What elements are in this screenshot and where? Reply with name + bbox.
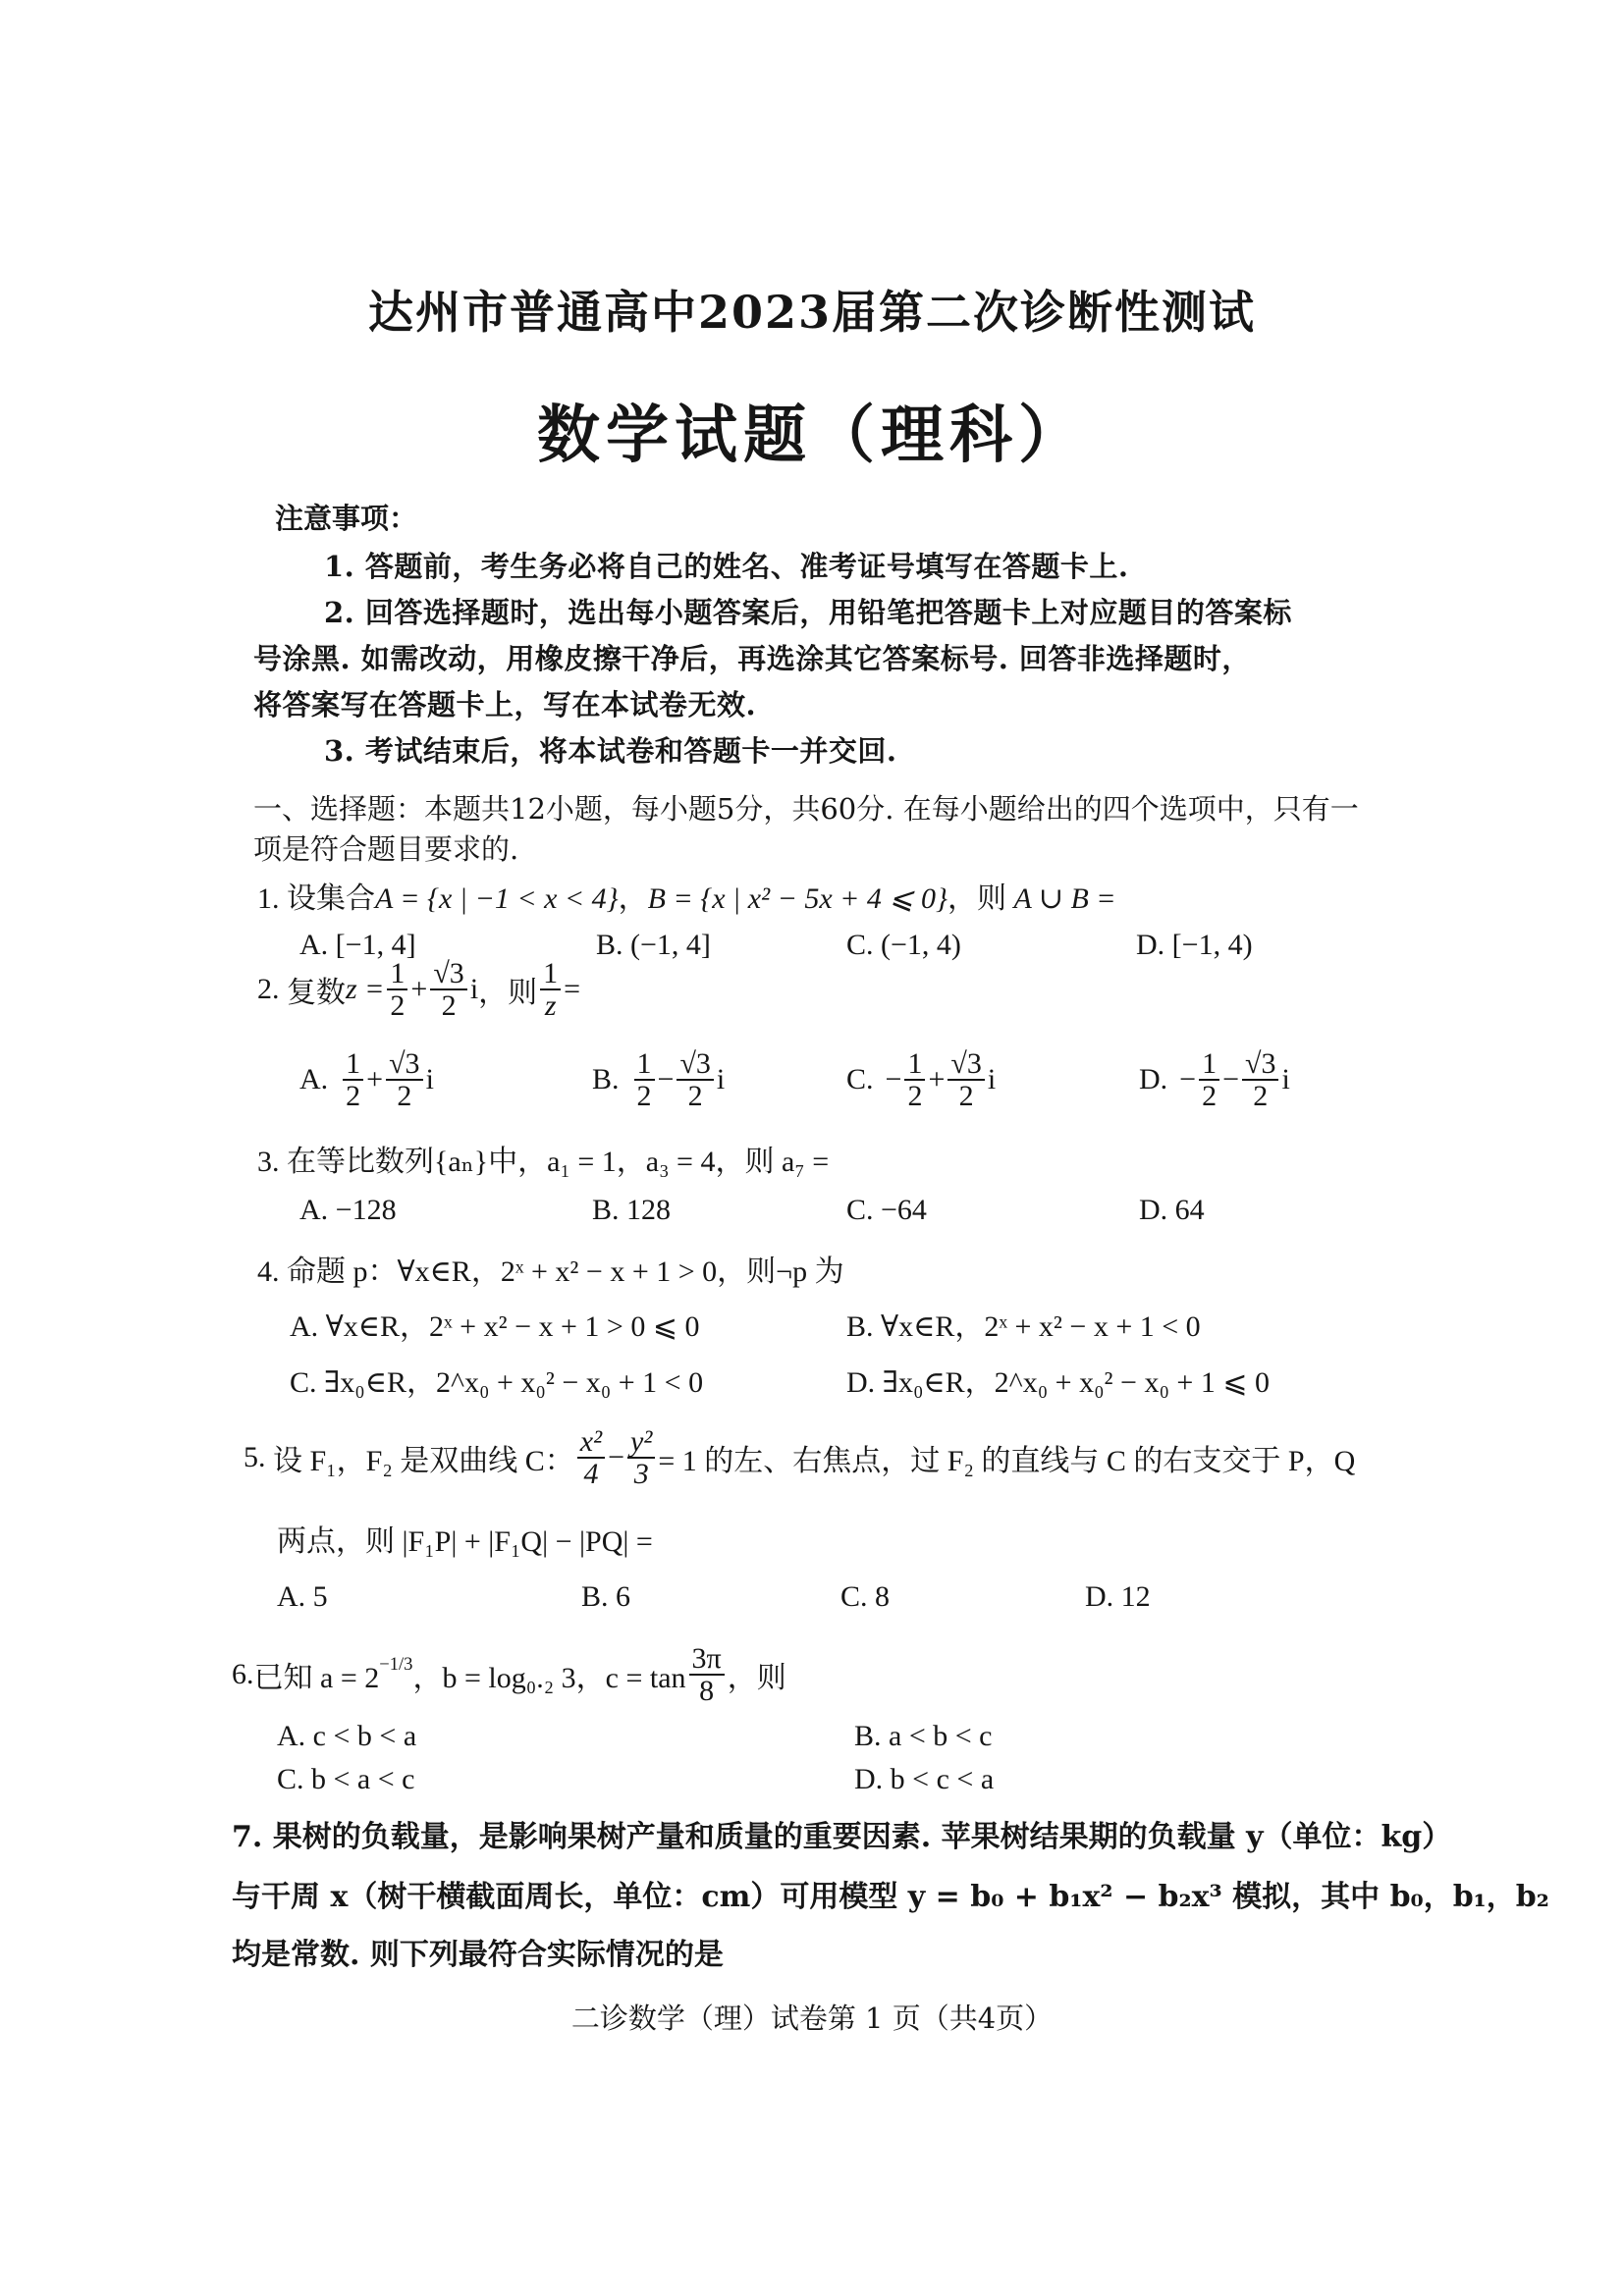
q3-stem: 在等比数列{aₙ}中，a₁ = 1，a₃ = 4，则 a₇ = xyxy=(287,1146,830,1178)
q3-number: 3. xyxy=(257,1146,280,1178)
exam-subtitle: 数学试题（理科） xyxy=(537,399,1087,472)
q2-z: z = xyxy=(346,973,385,1005)
q1-number: 1. xyxy=(257,882,280,915)
q4-number: 4. xyxy=(257,1255,280,1288)
q1-option-b: B. (−1, 4] xyxy=(596,929,711,961)
q6-option-a: A. c < b < a xyxy=(277,1720,417,1752)
q1-set-a: A = {x | −1 < x < 4} xyxy=(375,882,619,915)
q4-stem: 命题 p：∀x∈R，2ˣ + x² − x + 1 > 0，则¬p 为 xyxy=(287,1255,844,1288)
q3-option-b: B. 128 xyxy=(592,1194,672,1226)
page-footer: 二诊数学（理）试卷第 1 页（共4页） xyxy=(570,2002,1054,2035)
q5-stem-a: 设 F₁，F₂ 是双曲线 C： xyxy=(273,1445,574,1477)
q2-option-c: C. − $\frac{1}{2}$ + $\frac{√3}{2}$ i xyxy=(846,1046,997,1112)
question-7-line-1: 7. 果树的负载量，是影响果树产量和质量的重要因素. 苹果树结果期的负载量 y（单位：kg） xyxy=(232,1820,1452,1854)
note-3: 3. 考试结束后，将本试卷和答题卡一并交回. xyxy=(324,734,897,768)
q2-number: 2. xyxy=(257,973,280,1005)
q1-stem-b: ，则 xyxy=(947,882,1007,915)
q6-number: 6. xyxy=(232,1658,254,1690)
q6-stem-b: ，b = log₀.₂ 3，c = tan xyxy=(412,1662,686,1694)
q2-option-a: A. $\frac{1}{2}$ + $\frac{√3}{2}$ i xyxy=(299,1046,434,1112)
q6-stem-a: 已知 a = 2 xyxy=(253,1662,380,1694)
notes-heading: 注意事项： xyxy=(275,502,418,535)
q2-frac-sqrt3-half: $\frac{√3}{2}$ xyxy=(430,958,466,1022)
q5-number: 5. xyxy=(244,1441,266,1473)
q2-frac-reciprocal-z: $\frac{1}{z}$ xyxy=(540,958,561,1022)
q2-option-b: B. $\frac{1}{2}$ − $\frac{√3}{2}$ i xyxy=(592,1046,726,1112)
q1-option-c: C. (−1, 4) xyxy=(846,929,961,961)
section-instruction-2: 项是符合题目要求的. xyxy=(253,832,519,866)
q3-option-c: C. −64 xyxy=(846,1194,927,1226)
q5-stem-b: = 1 的左、右焦点，过 F₂ 的直线与 C 的右支交于 P，Q xyxy=(658,1445,1356,1477)
q2-frac-half: $\frac{1}{2}$ xyxy=(387,958,407,1022)
question-7-line-2: 与干周 x（树干横截面周长，单位：cm）可用模型 y = b₀ + b₁x² − b₂x³ 模拟，其中 b₀，b₁，b₂ xyxy=(232,1880,1549,1914)
q3-option-d: D. 64 xyxy=(1139,1194,1205,1226)
q3-option-a: A. −128 xyxy=(299,1194,397,1226)
q2-stem-a: 复数 xyxy=(287,977,346,1009)
q1-stem-a: 设集合 xyxy=(287,882,375,915)
q6-stem-c: ，则 xyxy=(727,1662,786,1694)
note-1: 1. 答题前，考生务必将自己的姓名、准考证号填写在答题卡上. xyxy=(324,550,1129,583)
q5-option-b: B. 6 xyxy=(581,1580,631,1613)
question-1-stem xyxy=(257,874,1116,917)
q5-frac-x2-over-4: $\frac{\text{x²}}{4}$ xyxy=(577,1426,605,1490)
q4-option-a: A. ∀x∈R，2ˣ + x² − x + 1 > 0 ⩽ 0 xyxy=(290,1310,700,1343)
q2-stem-b: ，则 xyxy=(478,977,538,1009)
q4-option-b: B. ∀x∈R，2ˣ + x² − x + 1 < 0 xyxy=(846,1310,1201,1343)
q6-exponent: −1/3 xyxy=(379,1654,413,1675)
q6-option-b: B. a < b < c xyxy=(854,1720,993,1752)
question-7-line-3: 均是常数. 则下列最符合实际情况的是 xyxy=(232,1938,724,1972)
q1-sep: ， xyxy=(618,882,648,915)
question-5-stem: 5. 设 F₁，F₂ 是双曲线 C： $\frac{\text{x²}}{4}$ − $\frac{\text{y²}}{3}$ = 1 的左、右焦点，过 F₂ 的直线与 C 的右支交于 P，Q xyxy=(244,1424,1356,1490)
q5-option-a: A. 5 xyxy=(277,1580,328,1613)
question-6-stem xyxy=(232,1635,786,1714)
q5-option-c: C. 8 xyxy=(840,1580,891,1613)
q1-set-b: B = {x | x² − 5x + 4 ⩽ 0} xyxy=(647,882,948,915)
question-2-stem: 2. 复数 z = $\frac{1}{2}$ + $\frac{√3}{2}$ i ，则 $\frac{1}{z}$ = xyxy=(257,956,581,1022)
q5-stem-c: 两点，则 |F₁P| + |F₁Q| − |PQ| = xyxy=(277,1525,653,1558)
q1-ask: A ∪ B = xyxy=(1013,882,1116,915)
q1-option-d: D. [−1, 4) xyxy=(1136,929,1253,961)
q4-option-c: C. ∃x₀∈R，2^x₀ + x₀² − x₀ + 1 < 0 xyxy=(290,1366,704,1399)
q6-frac-3pi-over-8: $\frac{3\pi}{8}$ xyxy=(689,1643,725,1707)
q4-option-d: D. ∃x₀∈R，2^x₀ + x₀² − x₀ + 1 ⩽ 0 xyxy=(846,1366,1270,1399)
q2-option-d: D. − $\frac{1}{2}$ − $\frac{√3}{2}$ i xyxy=(1139,1046,1290,1112)
exam-title: 达州市普通高中2023届第二次诊断性测试 xyxy=(367,286,1257,339)
q5-option-d: D. 12 xyxy=(1085,1580,1151,1613)
note-2a: 2. 回答选择题时，选出每小题答案后，用铅笔把答题卡上对应题目的答案标 xyxy=(324,596,1292,629)
question-3-stem xyxy=(257,1137,829,1180)
q6-option-c: C. b < a < c xyxy=(277,1763,415,1795)
note-2b: 号涂黑. 如需改动，用橡皮擦干净后，再选涂其它答案标号. 回答非选择题时， xyxy=(253,642,1251,675)
q1-option-a: A. [−1, 4] xyxy=(299,929,416,961)
note-2c: 将答案写在答题卡上，写在本试卷无效. xyxy=(253,688,757,721)
q6-option-d: D. b < c < a xyxy=(854,1763,995,1795)
question-4-stem xyxy=(257,1247,844,1290)
section-instruction-1: 一、选择题：本题共12小题，每小题5分，共60分. 在每小题给出的四个选项中，只有一 xyxy=(253,792,1359,826)
q5-frac-y2-over-3: $\frac{\text{y²}}{3}$ xyxy=(627,1426,655,1490)
